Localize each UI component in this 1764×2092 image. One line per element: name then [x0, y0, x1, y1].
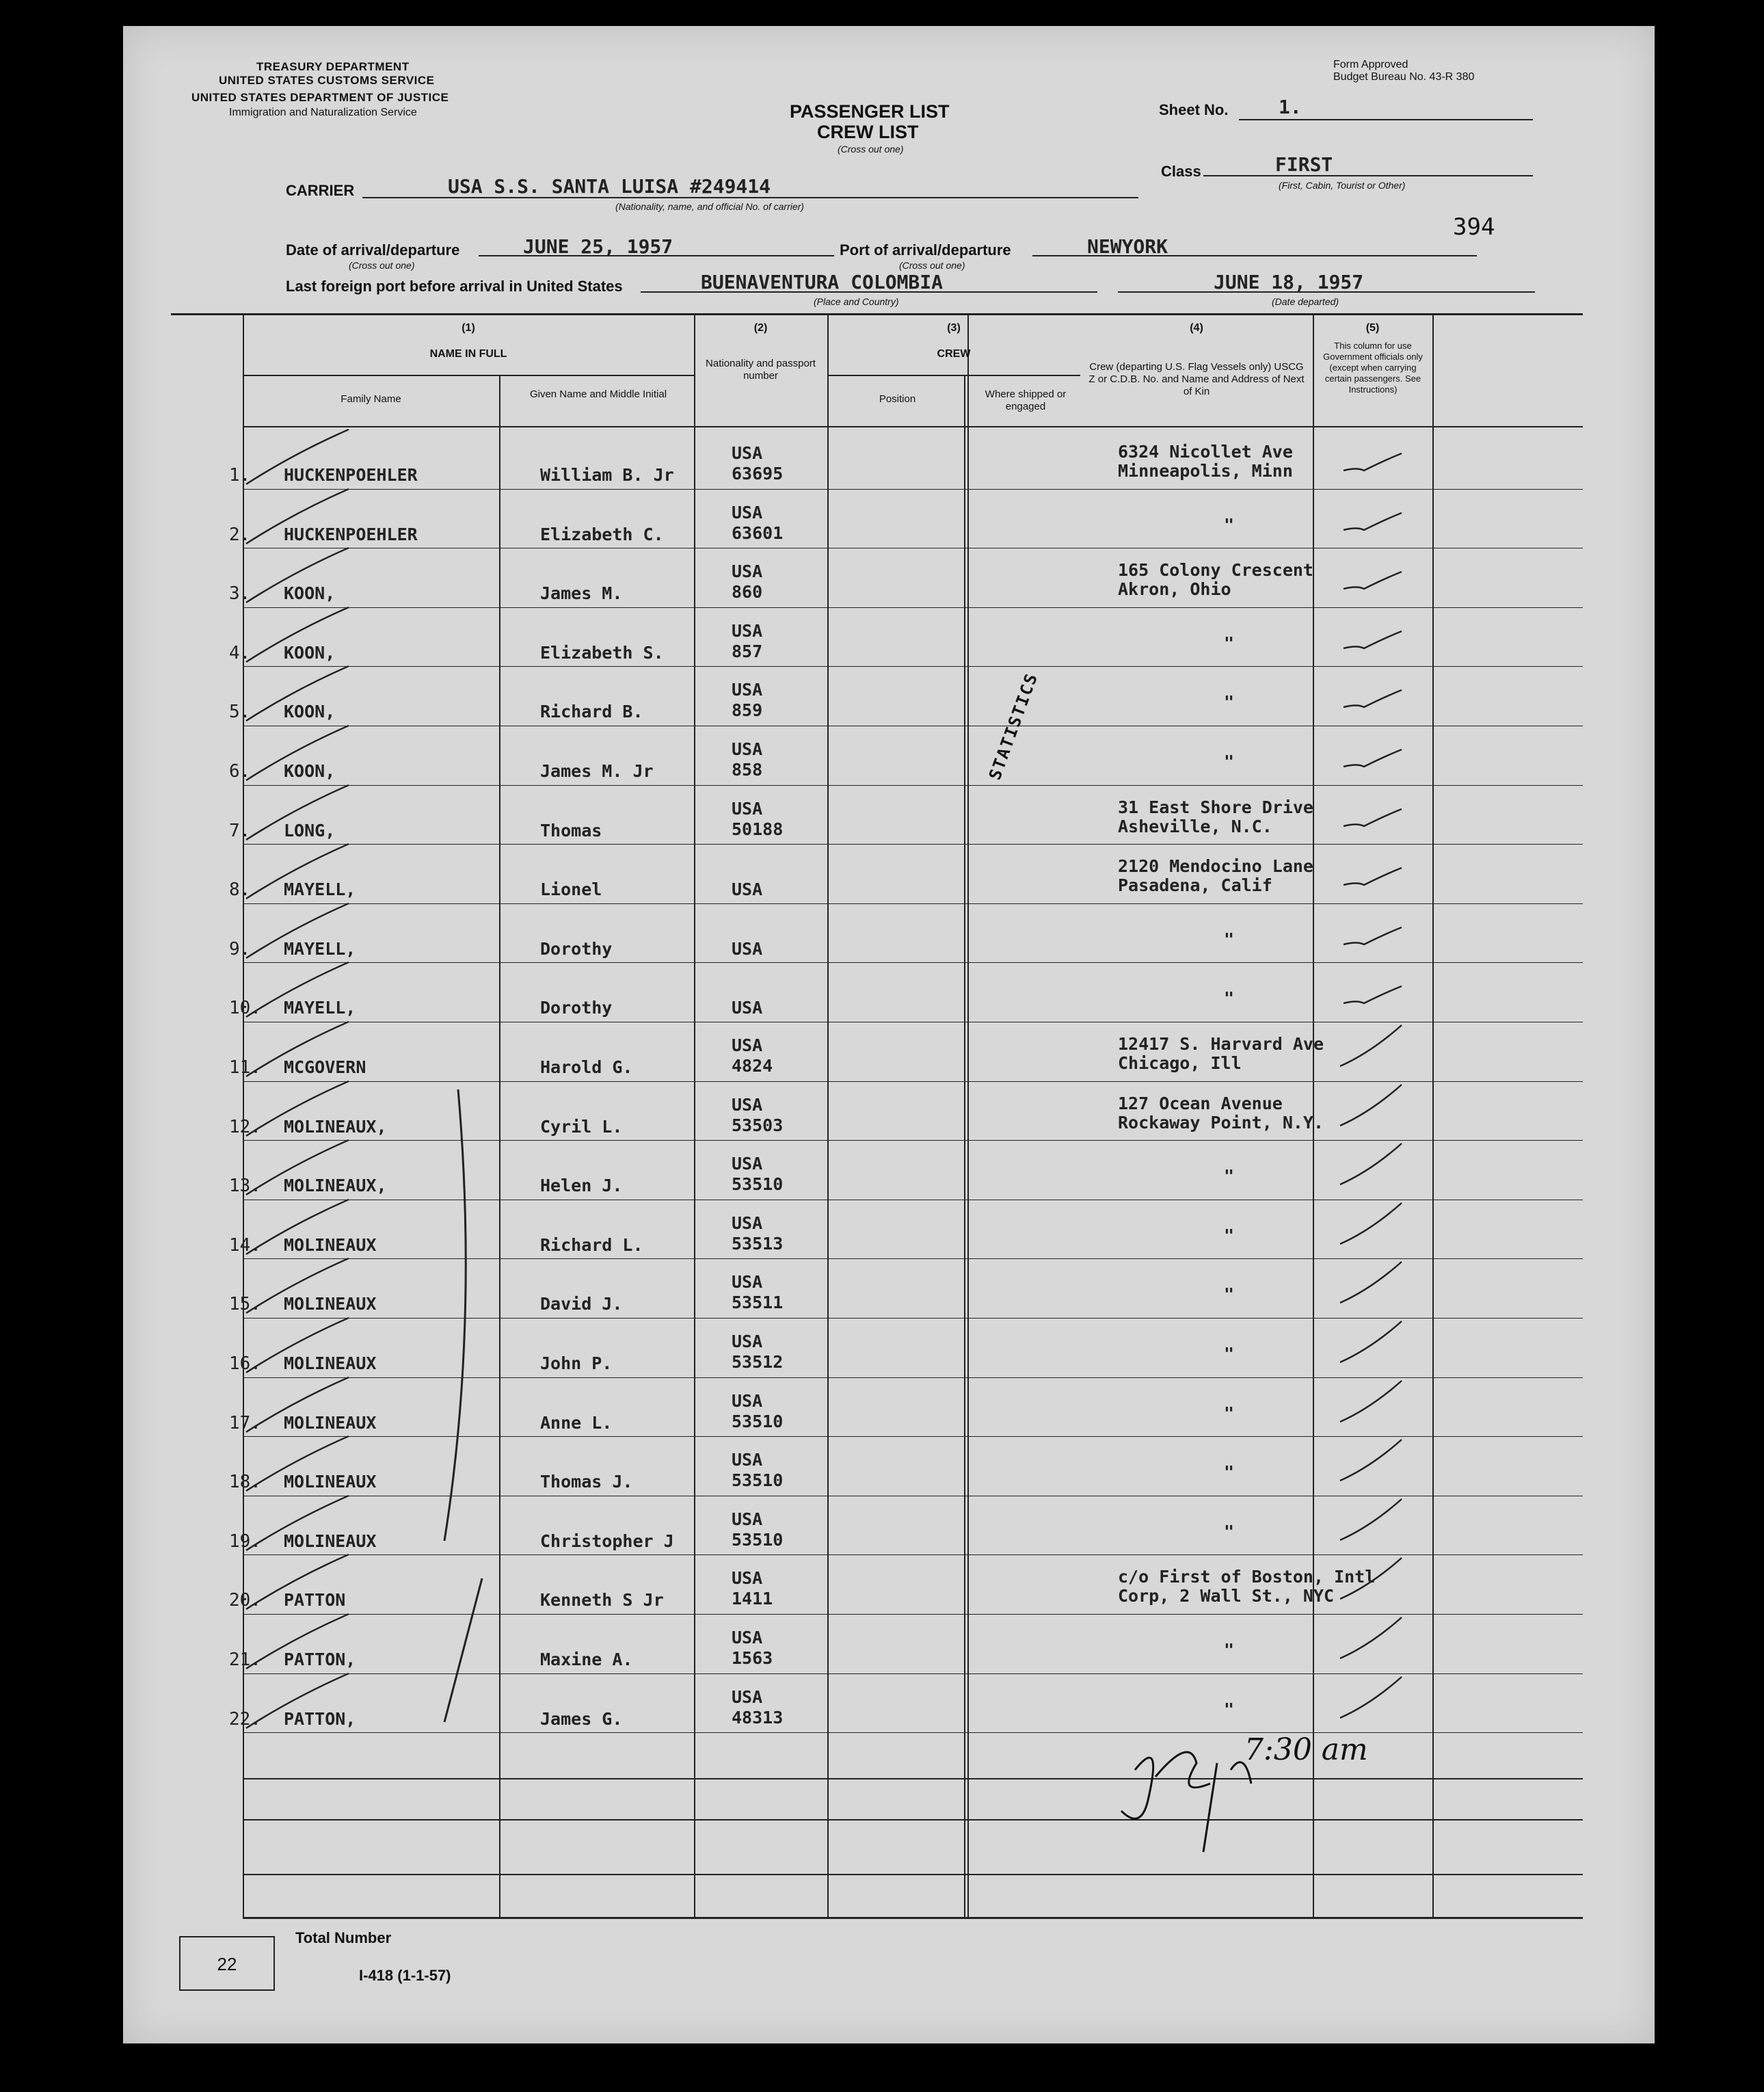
passport-number: 48313 [732, 1707, 784, 1727]
dept-justice: UNITED STATES DEPARTMENT OF JUSTICE [191, 91, 449, 104]
ditto-mark: " [1224, 1403, 1235, 1423]
row-number: 20. [229, 1590, 261, 1611]
passport-number: 53503 [732, 1115, 784, 1135]
family-name: MOLINEAUX, [284, 1116, 387, 1137]
col3-shipped: Where shipped or engaged [985, 388, 1067, 412]
ditto-mark: " [1224, 1640, 1235, 1660]
class-value: FIRST [1275, 153, 1333, 176]
given-name: Richard L. [540, 1234, 643, 1255]
row-number: 17. [229, 1412, 261, 1433]
row-number: 14. [229, 1234, 261, 1256]
next-of-kin-address-line2: Akron, Ohio [1118, 579, 1231, 600]
given-name: Anne L. [540, 1412, 613, 1433]
row-number: 15. [229, 1294, 261, 1315]
annotation-marks [123, 26, 1655, 2043]
port-label: Port of arrival/departure [840, 241, 1011, 259]
passport-number: 53510 [732, 1174, 784, 1195]
nationality: USA [732, 938, 763, 959]
family-name: MOLINEAUX [284, 1234, 377, 1255]
passport-number: 857 [732, 641, 763, 661]
given-name: Kenneth S Jr [540, 1590, 664, 1611]
nationality: USA [732, 561, 763, 582]
nationality: USA [732, 1332, 763, 1351]
given-name: Dorothy [540, 938, 613, 959]
stamp-number: 394 [1453, 213, 1495, 241]
carrier-label: CARRIER [286, 182, 355, 199]
family-name: MOLINEAUX [284, 1353, 377, 1373]
nationality: USA [732, 879, 763, 900]
passport-number: 4824 [732, 1056, 773, 1076]
col2-title: Nationality and passport number [706, 358, 816, 382]
next-of-kin-address-line1: 2120 Mendocino Lane [1118, 856, 1313, 877]
ditto-mark: " [1224, 692, 1235, 713]
title-crew-list: CREW LIST [817, 122, 919, 142]
col1-number: (1) [462, 322, 475, 334]
family-name: MOLINEAUX [284, 1412, 377, 1433]
row-number: 9. [229, 938, 251, 959]
class-label: Class [1161, 163, 1201, 180]
class-note: (First, Cabin, Tourist or Other) [1279, 180, 1406, 191]
row-number: 11. [229, 1057, 261, 1078]
nationality: USA [732, 739, 763, 759]
ditto-mark: " [1224, 1284, 1235, 1305]
given-name: Elizabeth C. [540, 524, 664, 544]
col5-number: (5) [1365, 322, 1380, 334]
family-name: MOLINEAUX, [284, 1176, 387, 1196]
given-name: Dorothy [540, 998, 613, 1018]
nationality: USA [732, 1213, 763, 1233]
document-page [123, 26, 1655, 2043]
given-name: Maxine A. [540, 1650, 633, 1669]
total-box [179, 1936, 275, 1991]
nationality: USA [732, 1035, 763, 1055]
family-name: MOLINEAUX [284, 1472, 377, 1492]
row-number: 22. [229, 1708, 261, 1730]
given-name: James G. [540, 1708, 623, 1729]
next-of-kin-address-line1: 165 Colony Crescent [1118, 560, 1313, 581]
passport-number: 53511 [732, 1293, 784, 1313]
lastport-value: BUENAVENTURA COLOMBIA [701, 271, 944, 293]
nationality: USA [732, 1450, 763, 1470]
row-number: 6. [229, 761, 251, 782]
col1-family: Family Name [340, 393, 401, 405]
dept-customs: UNITED STATES CUSTOMS SERVICE [219, 74, 435, 87]
next-of-kin-address-line1: 6324 Nicollet Ave [1118, 442, 1293, 462]
family-name: HUCKENPOEHLER [284, 465, 418, 485]
nationality: USA [732, 1509, 763, 1529]
given-name: Elizabeth S. [540, 642, 664, 663]
nationality: USA [732, 1272, 763, 1293]
family-name: KOON, [284, 702, 336, 722]
family-name: MCGOVERN [284, 1057, 366, 1077]
ditto-mark: " [1224, 929, 1235, 949]
passport-number: 1411 [732, 1589, 773, 1609]
row-number: 16. [229, 1353, 261, 1374]
ditto-mark: " [1224, 1344, 1235, 1364]
family-name: KOON, [284, 761, 336, 781]
passport-number: 50188 [732, 819, 784, 839]
given-name: William B. Jr [540, 465, 674, 485]
arrival-label: Date of arrival/departure [286, 241, 460, 259]
ditto-mark: " [1224, 514, 1235, 535]
carrier-value: USA S.S. SANTA LUISA #249414 [448, 175, 771, 198]
family-name: LONG, [284, 820, 336, 840]
next-of-kin-address-line2: Pasadena, Calif [1118, 875, 1272, 896]
next-of-kin-address-line2: Asheville, N.C. [1118, 816, 1272, 836]
col3-title: CREW [937, 348, 971, 360]
passport-number: 860 [732, 582, 763, 603]
given-name: Lionel [540, 879, 602, 900]
row-number: 8. [229, 879, 251, 901]
sheet-value: 1. [1279, 96, 1302, 118]
passport-number: 858 [732, 760, 763, 780]
port-note: (Cross out one) [899, 260, 965, 271]
row-number: 4. [229, 642, 251, 663]
passport-number: 63601 [732, 522, 784, 543]
col3-position: Position [879, 393, 916, 405]
row-number: 12. [229, 1116, 261, 1137]
passport-number: 53510 [732, 1411, 784, 1431]
departed-value: JUNE 18, 1957 [1214, 271, 1364, 293]
lastport-label: Last foreign port before arrival in United States [286, 278, 623, 295]
departed-note: (Date departed) [1272, 296, 1339, 307]
row-number: 2. [229, 524, 251, 545]
next-of-kin-address-line2: Rockaway Point, N.Y. [1118, 1112, 1324, 1133]
nationality: USA [732, 1686, 763, 1707]
ditto-mark: " [1224, 1166, 1235, 1187]
col1-given: Given Name and Middle Initial [529, 388, 667, 400]
given-name: Richard B. [540, 702, 643, 722]
family-name: PATTON, [284, 1650, 356, 1669]
signature-note: 7:30 am [1244, 1732, 1368, 1767]
family-name: MOLINEAUX [284, 1531, 377, 1551]
row-number: 18. [229, 1472, 261, 1493]
passport-number: 53512 [732, 1352, 784, 1372]
row-number: 3. [229, 583, 251, 605]
passport-number: 53510 [732, 1470, 784, 1491]
next-of-kin-address-line2: Corp, 2 Wall St., NYC [1118, 1586, 1335, 1606]
nationality: USA [732, 620, 763, 641]
col5-title: This column for use Government officials only (except when carrying certain passengers. See Instructions) [1323, 341, 1423, 395]
row-number: 1. [229, 465, 251, 486]
nationality: USA [732, 998, 763, 1018]
row-number: 7. [229, 820, 251, 841]
family-name: MAYELL, [284, 998, 356, 1018]
ditto-mark: " [1224, 988, 1235, 1009]
title-note: (Cross out one) [838, 144, 904, 155]
form-number: I-418 (1-1-57) [359, 1967, 451, 1984]
family-name: KOON, [284, 583, 336, 604]
given-name: Thomas [540, 820, 602, 840]
arrival-value: JUNE 25, 1957 [523, 235, 673, 258]
ditto-mark: " [1224, 1699, 1235, 1719]
row-number: 10. [229, 998, 261, 1019]
statistics-stamp: STATISTICS [985, 670, 1042, 783]
ditto-mark: " [1224, 633, 1235, 653]
nationality: USA [732, 1094, 763, 1115]
nationality: USA [732, 680, 763, 700]
nationality: USA [732, 1628, 763, 1647]
col4-number: (4) [1190, 322, 1203, 334]
total-label: Total Number [295, 1929, 392, 1946]
given-name: Cyril L. [540, 1116, 623, 1137]
dept-treasury: TREASURY DEPARTMENT [256, 60, 410, 73]
budget-bureau: Budget Bureau No. 43-R 380 [1333, 71, 1475, 83]
total-value: 22 [217, 1954, 237, 1974]
given-name: James M. Jr [540, 761, 654, 781]
form-approved: Form Approved [1333, 59, 1408, 70]
nationality: USA [732, 502, 763, 522]
given-name: John P. [540, 1353, 613, 1373]
nationality: USA [732, 798, 763, 819]
nationality: USA [732, 443, 763, 463]
dept-immigration: Immigration and Naturalization Service [229, 107, 417, 118]
col4-title: Crew (departing U.S. Flag Vessels only) USCG Z or C.D.B. No. and Name and Address of Next of Kin [1088, 361, 1305, 397]
row-number: 13. [229, 1176, 261, 1197]
given-name: Harold G. [540, 1057, 633, 1077]
nationality: USA [732, 1568, 763, 1589]
arrival-note: (Cross out one) [349, 260, 415, 271]
family-name: MAYELL, [284, 879, 356, 900]
row-number: 21. [229, 1650, 261, 1670]
next-of-kin-address-line2: Chicago, Ill [1118, 1053, 1242, 1073]
next-of-kin-address-line2: Minneapolis, Minn [1118, 461, 1293, 481]
row-number: 5. [229, 702, 251, 723]
family-name: MOLINEAUX [284, 1294, 377, 1314]
family-name: KOON, [284, 642, 336, 663]
given-name: James M. [540, 583, 623, 604]
port-value: NEWYORK [1087, 235, 1168, 258]
row-number: 19. [229, 1531, 261, 1552]
carrier-note: (Nationality, name, and official No. of carrier) [615, 201, 804, 212]
next-of-kin-address-line1: 12417 S. Harvard Ave [1118, 1034, 1324, 1054]
ditto-mark: " [1224, 1225, 1235, 1245]
passport-number: 53513 [732, 1233, 784, 1254]
next-of-kin-address-line1: c/o First of Boston, Intl [1118, 1567, 1376, 1587]
given-name: Christopher J [540, 1531, 674, 1551]
col3-number: (3) [947, 322, 961, 334]
nationality: USA [732, 1390, 763, 1411]
title-passenger-list: PASSENGER LIST [790, 101, 950, 122]
given-name: Thomas J. [540, 1472, 633, 1492]
passport-number: 1563 [732, 1648, 773, 1668]
family-name: PATTON, [284, 1708, 356, 1729]
passport-number: 53510 [732, 1529, 784, 1550]
next-of-kin-address-line1: 127 Ocean Avenue [1118, 1093, 1283, 1113]
col1-title: NAME IN FULL [429, 348, 507, 360]
ditto-mark: " [1224, 1462, 1235, 1483]
given-name: David J. [540, 1294, 623, 1314]
ditto-mark: " [1224, 752, 1235, 771]
passport-number: 63695 [732, 464, 784, 484]
ditto-mark: " [1224, 1521, 1235, 1541]
lastport-note: (Place and Country) [814, 296, 899, 307]
col2-number: (2) [753, 322, 768, 334]
passport-number: 859 [732, 700, 763, 721]
sheet-label: Sheet No. [1159, 101, 1229, 118]
given-name: Helen J. [540, 1176, 623, 1196]
family-name: PATTON [284, 1590, 346, 1611]
nationality: USA [732, 1154, 763, 1174]
family-name: HUCKENPOEHLER [284, 524, 418, 544]
next-of-kin-address-line1: 31 East Shore Drive [1118, 797, 1313, 817]
family-name: MAYELL, [284, 938, 356, 959]
